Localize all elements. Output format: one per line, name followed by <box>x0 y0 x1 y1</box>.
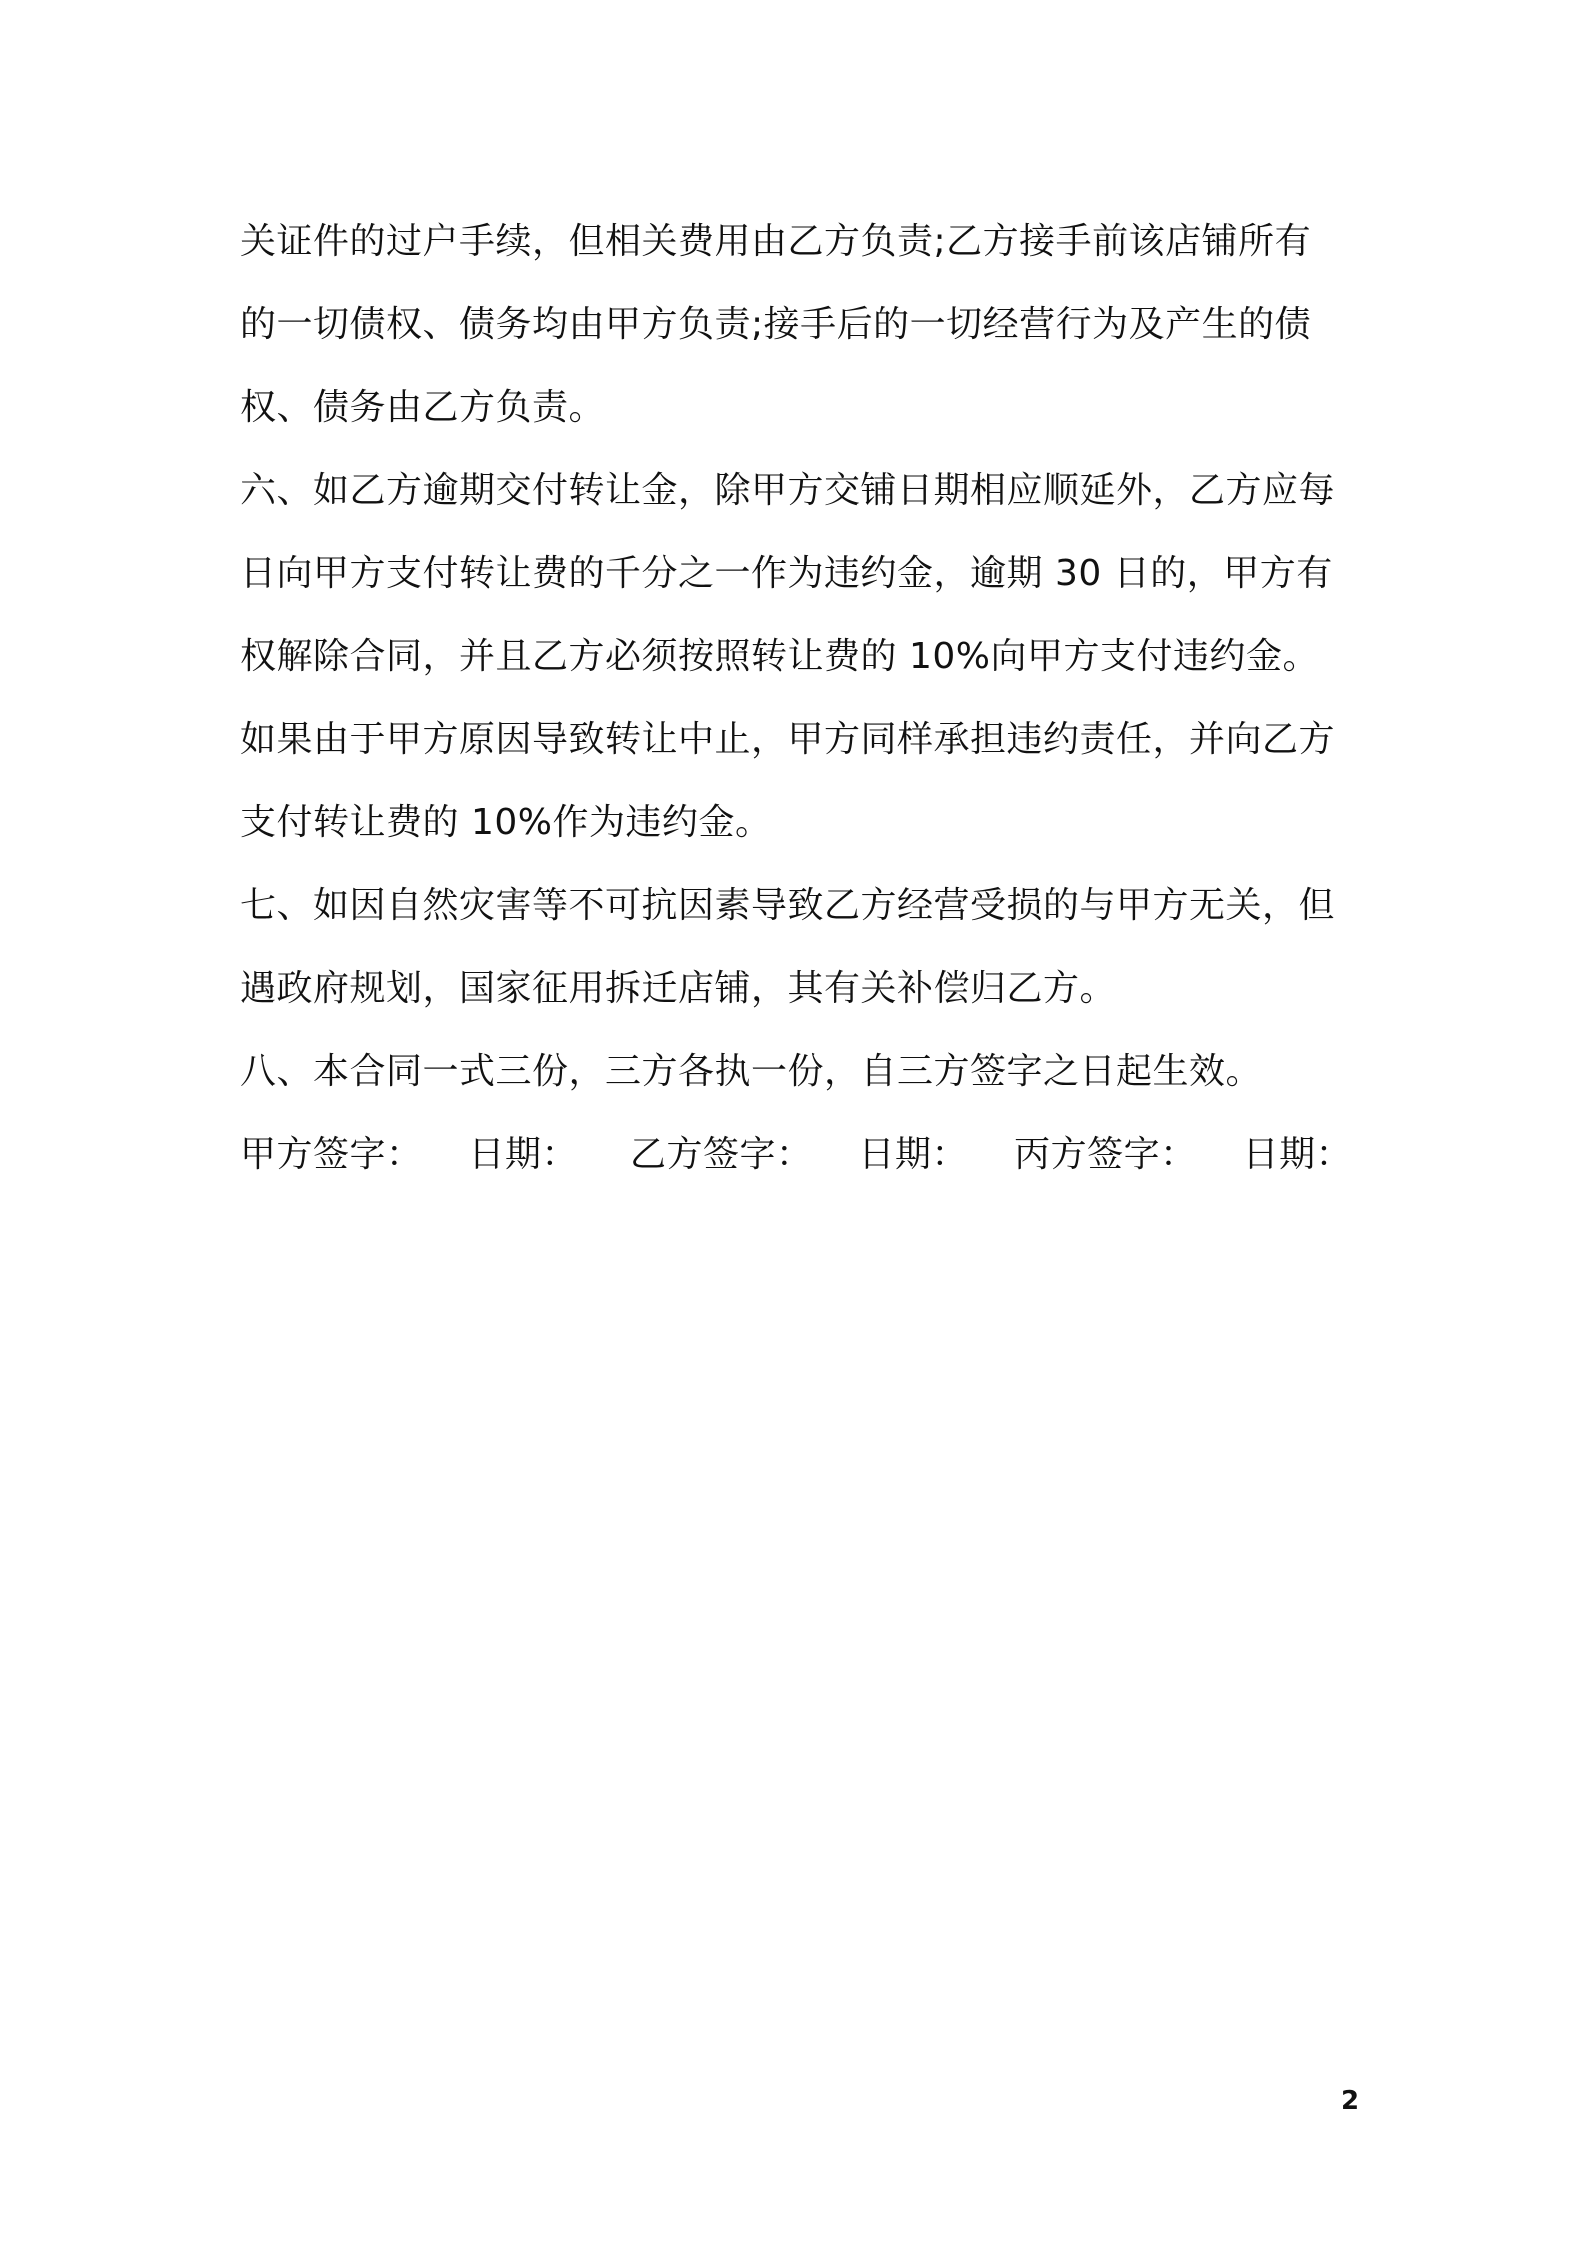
text-line: 支付转让费的 10%作为违约金。 <box>240 802 772 843</box>
signature-row <box>240 1113 1360 1196</box>
clause-seven-line: 七、如因自然灾害等不可抗因素导致乙方经营受损的与甲方无关，但 <box>240 885 1336 926</box>
party-a-date-label: 日期： <box>468 1134 579 1175</box>
text-line: 遇政府规划，国家征用拆迁店铺，其有关补偿归乙方。 <box>240 968 1117 1009</box>
text-line: 关证件的过户手续，但相关费用由乙方负责;乙方接手前该店铺所有 <box>240 221 1312 262</box>
text-line: 的一切债权、债务均由甲方负责;接手后的一切经营行为及产生的债 <box>240 304 1312 345</box>
page-number: 2 <box>1340 2086 1360 2116</box>
party-b-date-label: 日期： <box>858 1134 969 1175</box>
text-line: 权、债务由乙方负责。 <box>240 387 606 428</box>
contract-body <box>240 200 1360 1196</box>
party-b-signature-label: 乙方签字： <box>630 1134 813 1175</box>
text-line: 如果由于甲方原因导致转让中止，甲方同样承担违约责任，并向乙方 <box>240 719 1336 760</box>
party-c-signature-label: 丙方签字： <box>1014 1134 1197 1175</box>
party-c-date-label: 日期： <box>1242 1134 1353 1175</box>
clause-eight-line: 八、本合同一式三份，三方各执一份，自三方签字之日起生效。 <box>240 1051 1263 1092</box>
party-a-signature-label: 甲方签字： <box>240 1134 423 1175</box>
text-line: 日向甲方支付转让费的千分之一作为违约金，逾期 30 日的，甲方有 <box>240 553 1333 594</box>
clause-six-line: 六、如乙方逾期交付转让金，除甲方交铺日期相应顺延外，乙方应每 <box>240 470 1336 511</box>
text-line: 权解除合同，并且乙方必须按照转让费的 10%向甲方支付违约金。 <box>240 636 1319 677</box>
